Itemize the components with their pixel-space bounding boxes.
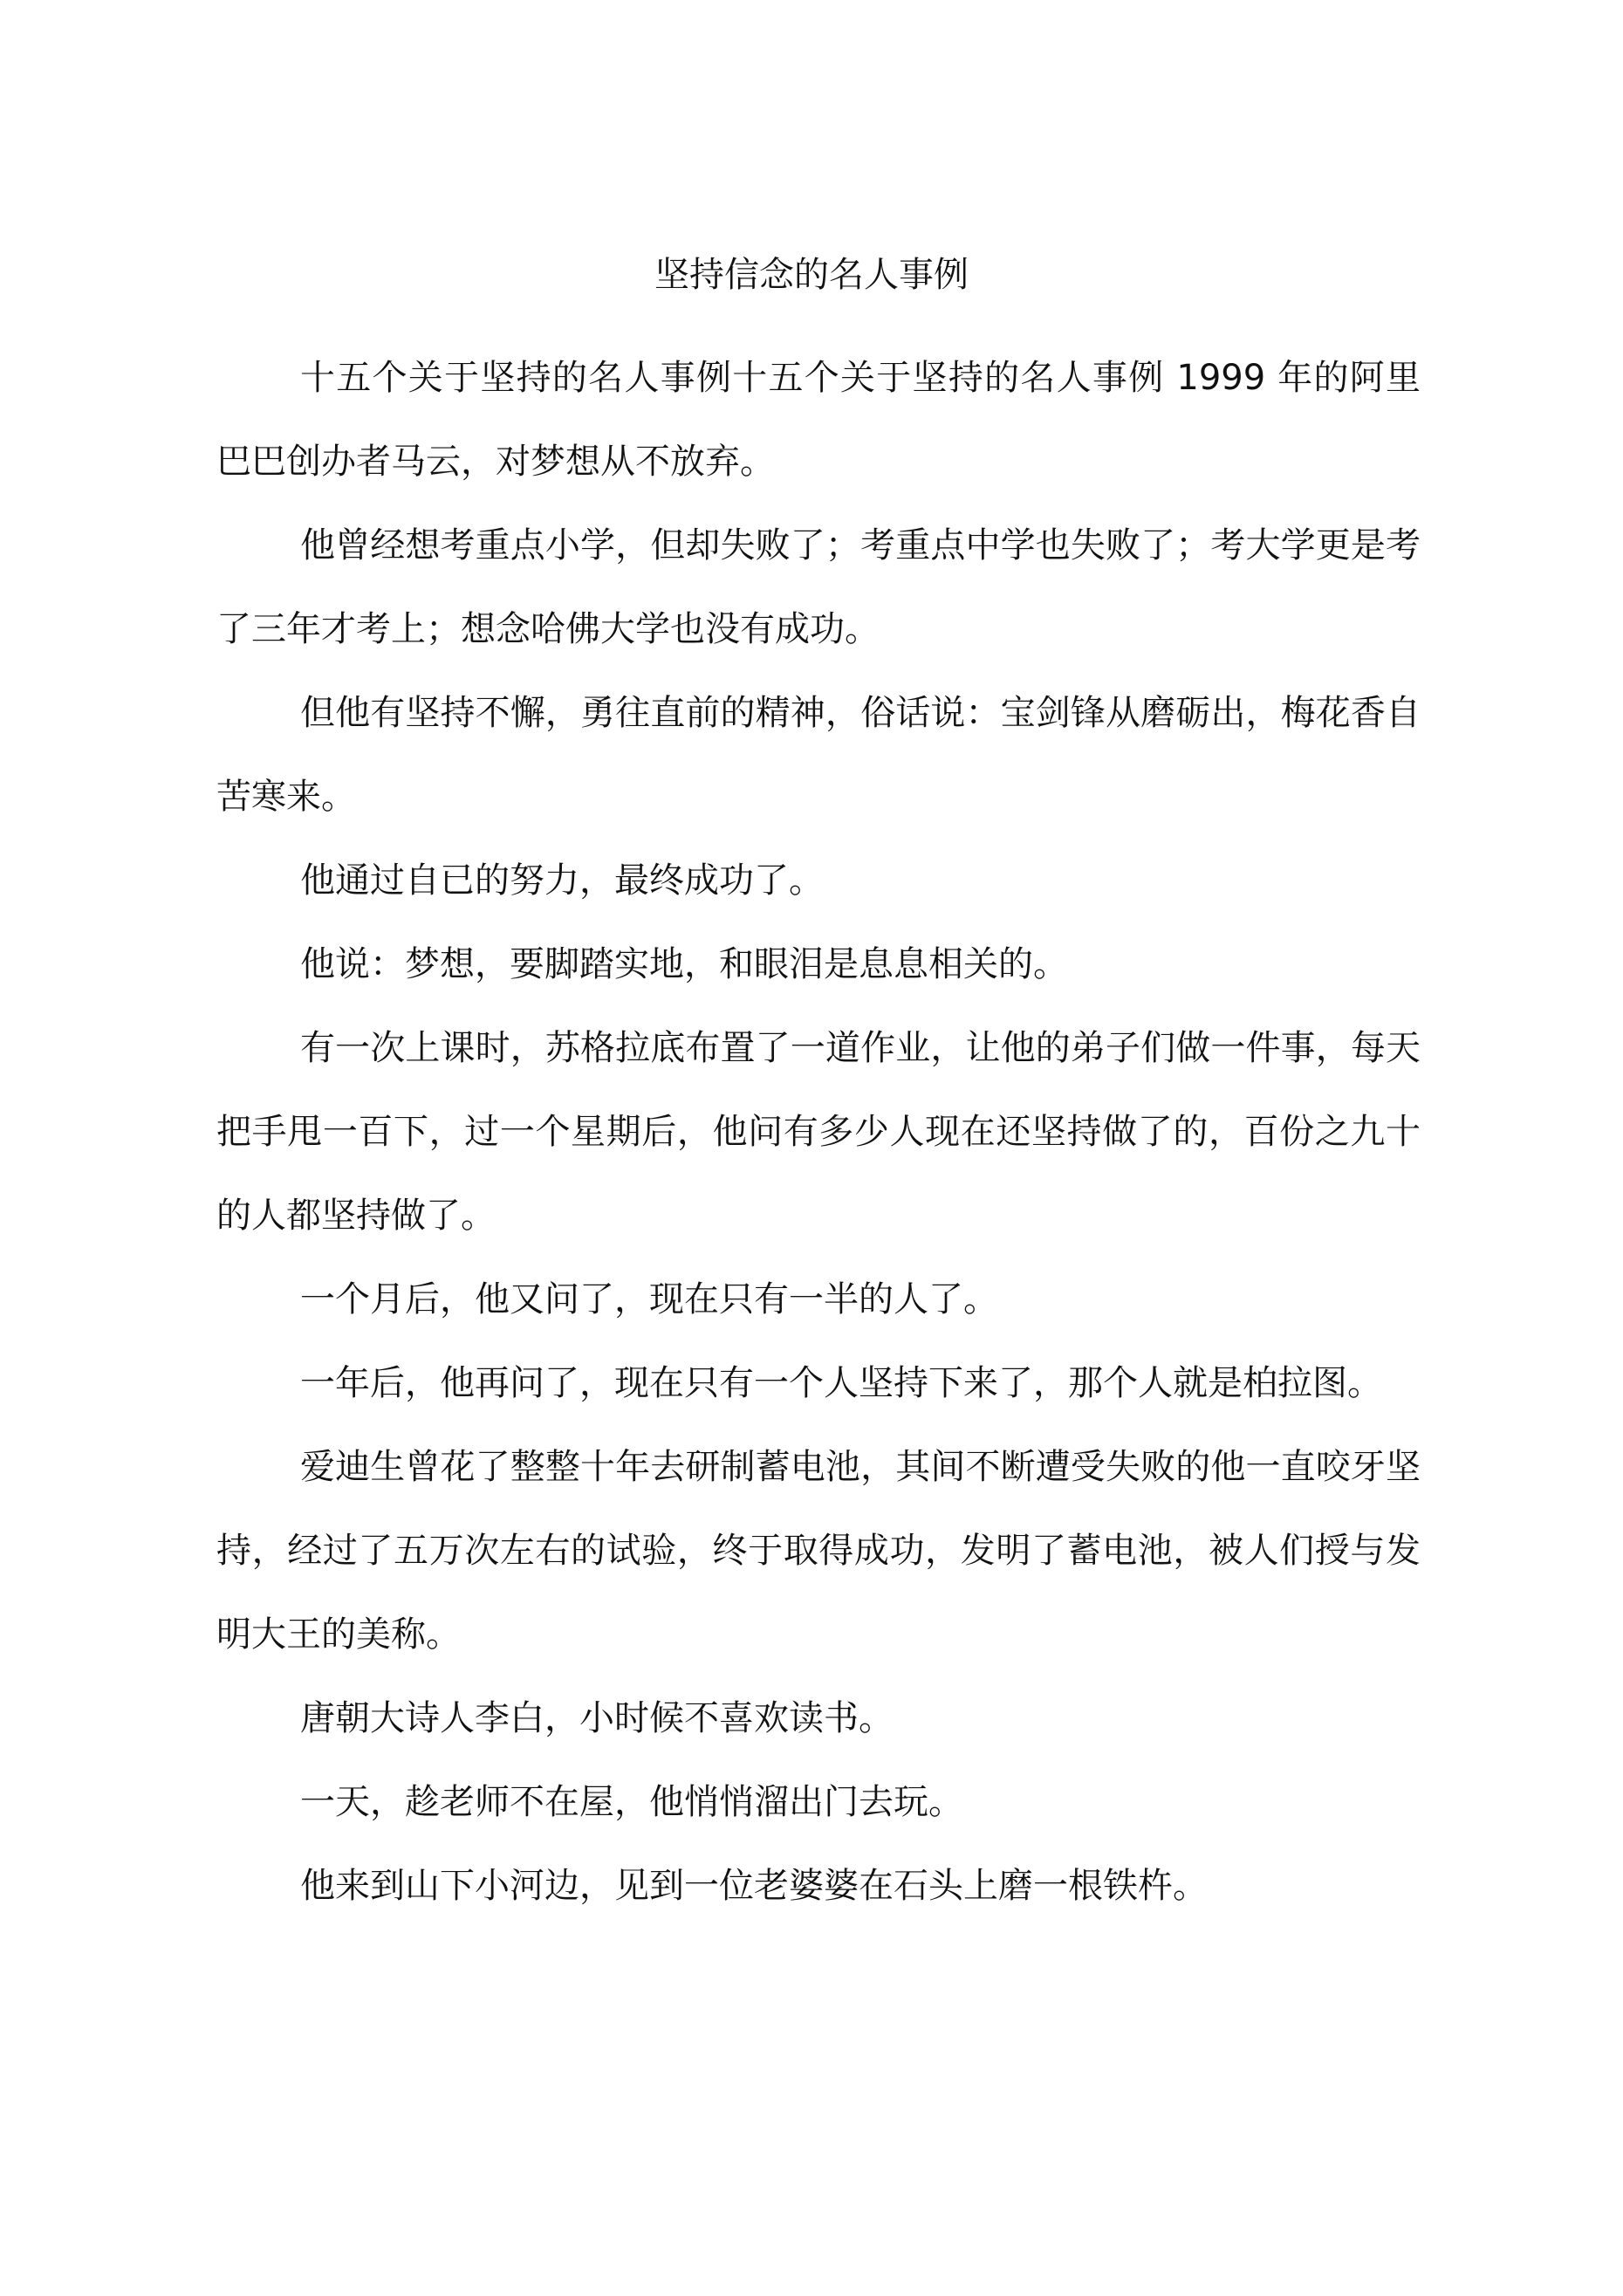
- document-body: [216, 336, 1421, 1928]
- paragraph: 有一次上课时，苏格拉底布置了一道作业，让他的弟子们做一件事，每天把手甩一百下，过一个星期后，他问有多少人现在还坚持做了的，百份之九十的人都坚持做了。: [216, 1028, 1421, 1236]
- paragraph: 十五个关于坚持的名人事例十五个关于坚持的名人事例 1999 年的阿里巴巴创办者马云，对梦想从不放弃。: [216, 358, 1421, 482]
- paragraph: 爱迪生曾花了整整十年去研制蓄电池，其间不断遭受失败的他一直咬牙坚持，经过了五万次左右的试验，终于取得成功，发明了蓄电池，被人们授与发明大王的美称。: [216, 1447, 1421, 1655]
- paragraph: 他曾经想考重点小学，但却失败了；考重点中学也失败了；考大学更是考了三年才考上；想念哈佛大学也没有成功。: [216, 525, 1421, 649]
- paragraph: 他来到山下小河边，见到一位老婆婆在石头上磨一根铁杵。: [300, 1866, 1208, 1906]
- paragraph: 他说：梦想，要脚踏实地，和眼泪是息息相关的。: [300, 944, 1068, 984]
- paragraph: 一年后，他再问了，现在只有一个人坚持下来了，那个人就是柏拉图。: [300, 1363, 1382, 1403]
- paragraph: 唐朝大诗人李白，小时候不喜欢读书。: [300, 1698, 894, 1738]
- paragraph: 但他有坚持不懈，勇往直前的精神，俗话说：宝剑锋从磨砺出，梅花香自苦寒来。: [216, 693, 1421, 817]
- paragraph: 一个月后，他又问了，现在只有一半的人了。: [300, 1279, 998, 1319]
- document-title: 坚持信念的名人事例: [654, 255, 969, 295]
- paragraph: 他通过自已的努力，最终成功了。: [300, 860, 824, 901]
- paragraph: 一天，趁老师不在屋，他悄悄溜出门去玩。: [300, 1782, 963, 1822]
